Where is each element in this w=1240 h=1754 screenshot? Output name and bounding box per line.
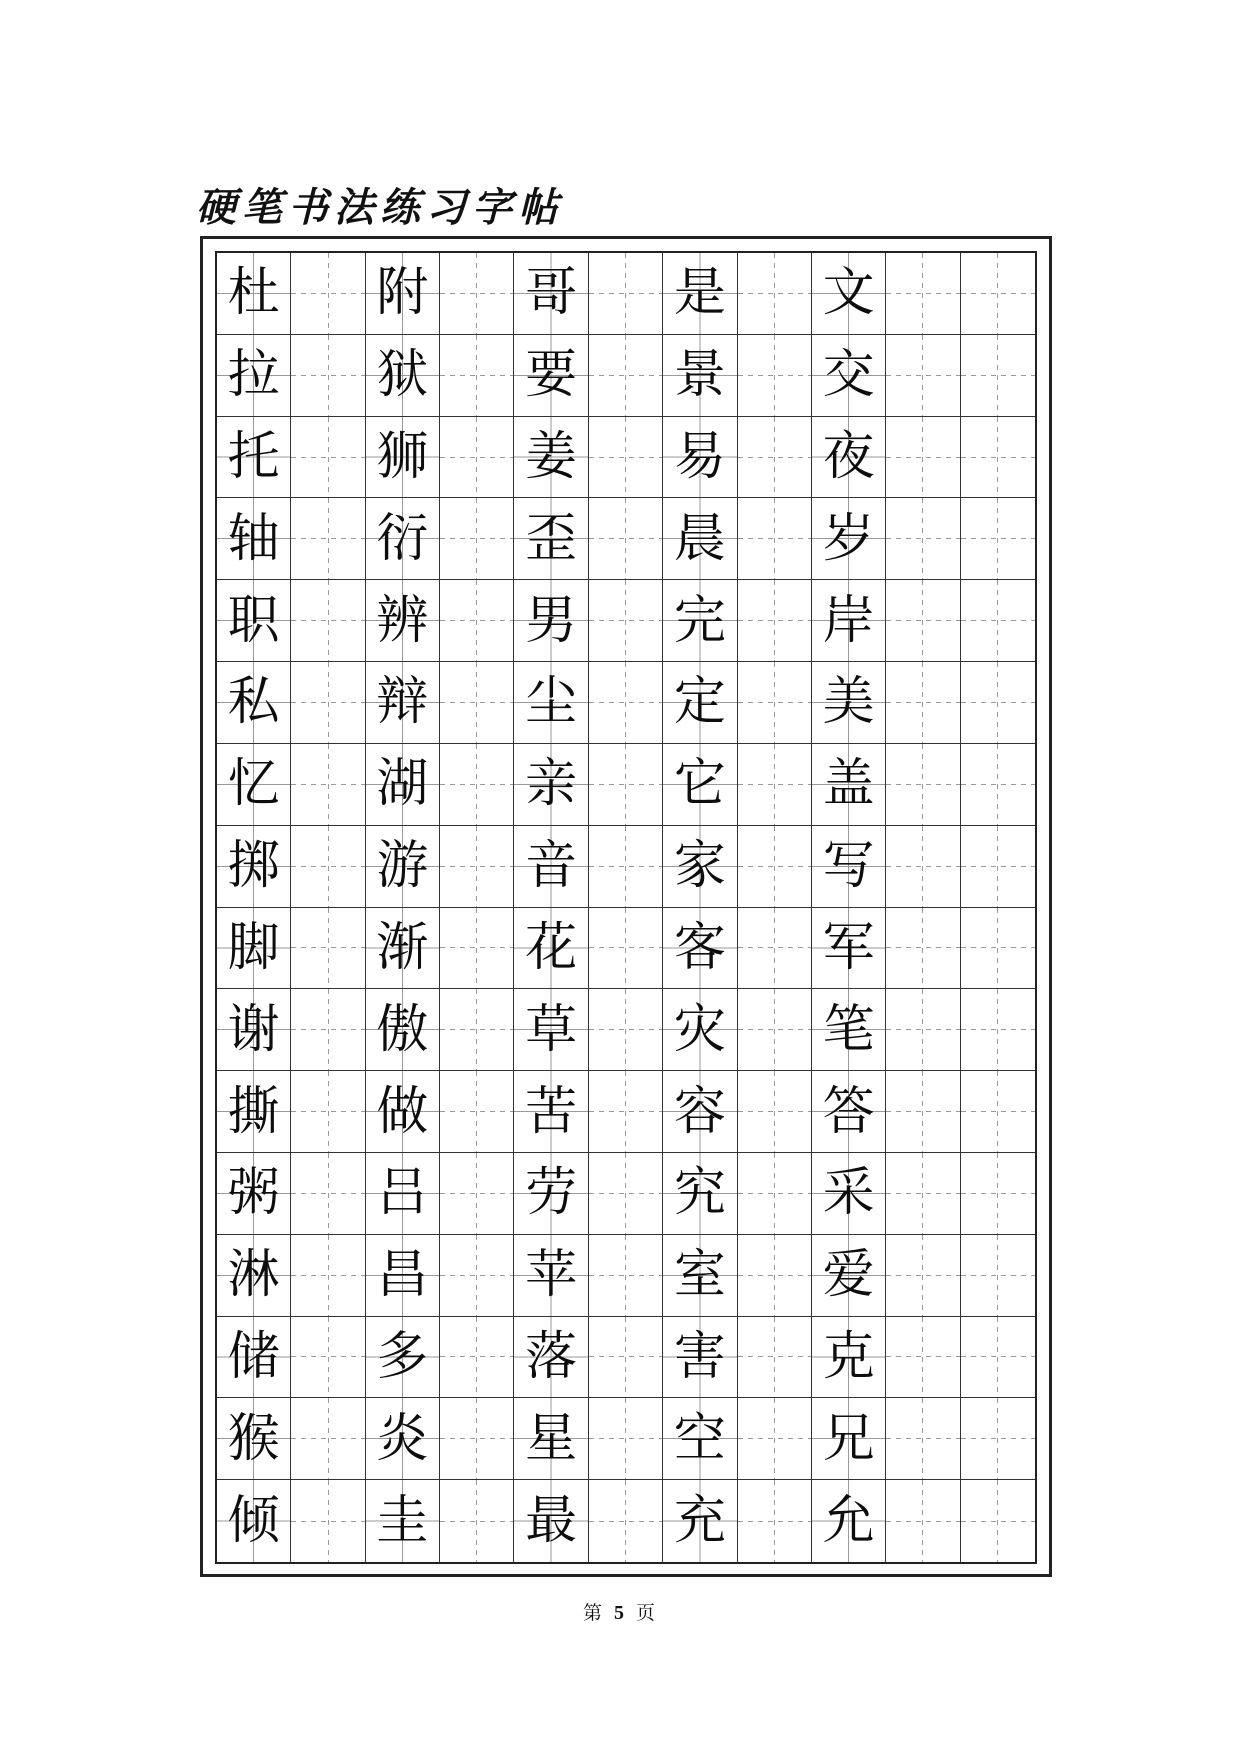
model-character-cell <box>663 1480 737 1562</box>
model-character-cell <box>366 417 440 499</box>
practice-cell <box>961 1071 1035 1153</box>
model-character: 职 <box>227 590 280 651</box>
model-character: 劳 <box>525 1163 578 1224</box>
model-character: 容 <box>673 1081 726 1142</box>
practice-cell <box>291 1235 365 1317</box>
practice-cell <box>589 1153 663 1235</box>
model-character-cell <box>217 253 291 335</box>
model-character-cell <box>514 826 588 908</box>
practice-cell <box>291 417 365 499</box>
model-character: 私 <box>227 672 280 733</box>
model-character-cell <box>217 744 291 826</box>
model-character: 花 <box>525 917 578 978</box>
model-character-cell <box>663 580 737 662</box>
practice-cell <box>291 826 365 908</box>
practice-cell <box>291 1153 365 1235</box>
practice-cell <box>886 498 960 580</box>
practice-cell <box>961 253 1035 335</box>
model-character: 游 <box>376 836 429 897</box>
model-character: 衍 <box>376 508 429 569</box>
model-character-cell <box>366 335 440 417</box>
practice-cell <box>589 1480 663 1562</box>
model-character-cell <box>663 1235 737 1317</box>
model-character-cell <box>812 1398 886 1480</box>
practice-cell <box>589 662 663 744</box>
model-character-cell <box>366 1317 440 1399</box>
model-character: 盖 <box>822 754 875 815</box>
practice-cell <box>961 989 1035 1071</box>
model-character: 托 <box>227 427 280 488</box>
practice-cell <box>738 580 812 662</box>
model-character-cell <box>217 417 291 499</box>
practice-cell <box>589 253 663 335</box>
model-character: 是 <box>673 263 726 324</box>
model-character-cell <box>514 662 588 744</box>
page-number-prefix: 第 <box>582 1603 604 1624</box>
model-character: 撕 <box>227 1081 280 1142</box>
model-character-cell <box>812 335 886 417</box>
model-character-cell <box>514 1317 588 1399</box>
model-character: 狮 <box>376 427 429 488</box>
model-character-cell <box>366 1398 440 1480</box>
practice-cell <box>738 1398 812 1480</box>
practice-cell <box>589 1317 663 1399</box>
model-character: 辨 <box>376 590 429 651</box>
page-number <box>0 1598 1240 1625</box>
model-character: 脚 <box>227 917 280 978</box>
practice-cell <box>589 498 663 580</box>
practice-cell <box>589 1235 663 1317</box>
model-character-cell <box>514 1071 588 1153</box>
practice-cell <box>738 826 812 908</box>
model-character: 美 <box>822 672 875 733</box>
practice-cell <box>589 744 663 826</box>
model-character: 哥 <box>525 263 578 324</box>
model-character: 做 <box>376 1081 429 1142</box>
model-character-cell <box>366 1235 440 1317</box>
model-character-cell <box>514 1480 588 1562</box>
model-character-cell <box>663 662 737 744</box>
model-character-cell <box>366 1153 440 1235</box>
model-character: 晨 <box>673 508 726 569</box>
model-character: 空 <box>673 1408 726 1469</box>
practice-cell <box>291 989 365 1071</box>
model-character-cell <box>514 1398 588 1480</box>
model-character: 姜 <box>525 427 578 488</box>
model-character-cell <box>663 989 737 1071</box>
model-character-cell <box>812 253 886 335</box>
practice-cell <box>589 417 663 499</box>
model-character: 答 <box>822 1081 875 1142</box>
model-character-cell <box>366 826 440 908</box>
model-character: 杜 <box>227 263 280 324</box>
practice-cell <box>440 744 514 826</box>
model-character: 易 <box>673 427 726 488</box>
model-character: 采 <box>822 1163 875 1224</box>
practice-cell <box>738 1480 812 1562</box>
model-character: 家 <box>673 836 726 897</box>
model-character-cell <box>663 1398 737 1480</box>
model-character: 昌 <box>376 1245 429 1306</box>
model-character-cell <box>514 744 588 826</box>
practice-cell <box>738 335 812 417</box>
model-character: 倾 <box>227 1491 280 1552</box>
practice-cell <box>961 580 1035 662</box>
practice-cell <box>589 989 663 1071</box>
practice-cell <box>886 1153 960 1235</box>
model-character: 亲 <box>525 754 578 815</box>
model-character: 傲 <box>376 999 429 1060</box>
model-character-cell <box>217 662 291 744</box>
practice-cell <box>589 908 663 990</box>
practice-cell <box>440 498 514 580</box>
practice-cell <box>886 335 960 417</box>
practice-cell <box>886 1398 960 1480</box>
practice-cell <box>886 1235 960 1317</box>
model-character: 草 <box>525 999 578 1060</box>
model-character-cell <box>812 1071 886 1153</box>
page-number-value: 5 <box>614 1602 626 1624</box>
practice-cell <box>291 662 365 744</box>
model-character-cell <box>812 908 886 990</box>
model-character-cell <box>514 989 588 1071</box>
practice-cell <box>440 908 514 990</box>
model-character: 圭 <box>376 1491 429 1552</box>
practice-cell <box>589 1071 663 1153</box>
model-character-cell <box>812 744 886 826</box>
practice-cell <box>440 417 514 499</box>
model-character-cell <box>366 253 440 335</box>
model-character-cell <box>366 662 440 744</box>
model-character: 落 <box>525 1326 578 1387</box>
practice-cell <box>291 744 365 826</box>
model-character-cell <box>812 1235 886 1317</box>
model-character: 灾 <box>673 999 726 1060</box>
practice-cell <box>589 580 663 662</box>
model-character: 爱 <box>822 1245 875 1306</box>
model-character-cell <box>812 417 886 499</box>
practice-cell <box>440 335 514 417</box>
practice-cell <box>886 1480 960 1562</box>
model-character: 岸 <box>822 590 875 651</box>
model-character: 渐 <box>376 917 429 978</box>
practice-cell <box>440 1317 514 1399</box>
model-character-cell <box>514 417 588 499</box>
model-character: 淋 <box>227 1245 280 1306</box>
model-character-cell <box>366 908 440 990</box>
model-character-cell <box>217 580 291 662</box>
practice-cell <box>886 908 960 990</box>
model-character-cell <box>217 908 291 990</box>
practice-cell <box>738 908 812 990</box>
model-character: 要 <box>525 345 578 406</box>
practice-sheet <box>200 236 1052 1577</box>
model-character-cell <box>217 1235 291 1317</box>
model-character-cell <box>217 826 291 908</box>
practice-cell <box>738 1153 812 1235</box>
practice-cell <box>886 417 960 499</box>
practice-cell <box>738 417 812 499</box>
model-character: 湖 <box>376 754 429 815</box>
practice-cell <box>886 826 960 908</box>
practice-cell <box>440 1071 514 1153</box>
practice-cell <box>291 335 365 417</box>
model-character-cell <box>217 1153 291 1235</box>
practice-cell <box>886 989 960 1071</box>
page-title: 硬笔书法练习字帖 <box>196 185 564 231</box>
model-character: 允 <box>822 1491 875 1552</box>
model-character: 景 <box>673 345 726 406</box>
practice-cell <box>738 1235 812 1317</box>
practice-cell <box>738 989 812 1071</box>
model-character-cell <box>812 1153 886 1235</box>
model-character-cell <box>812 1480 886 1562</box>
model-character: 充 <box>673 1491 726 1552</box>
practice-cell <box>738 1071 812 1153</box>
model-character: 最 <box>525 1491 578 1552</box>
model-character-cell <box>663 908 737 990</box>
model-character-cell <box>663 826 737 908</box>
model-character: 害 <box>673 1326 726 1387</box>
practice-cell <box>961 1480 1035 1562</box>
practice-cell <box>738 662 812 744</box>
practice-cell <box>440 1153 514 1235</box>
practice-cell <box>961 1398 1035 1480</box>
practice-cell <box>440 1398 514 1480</box>
model-character: 附 <box>376 263 429 324</box>
model-character: 歪 <box>525 508 578 569</box>
practice-cell <box>886 253 960 335</box>
model-character: 写 <box>822 836 875 897</box>
practice-cell <box>440 826 514 908</box>
model-character-cell <box>663 253 737 335</box>
model-character-cell <box>812 989 886 1071</box>
model-character: 室 <box>673 1245 726 1306</box>
model-character: 吕 <box>376 1163 429 1224</box>
model-character-cell <box>663 417 737 499</box>
practice-cell <box>291 498 365 580</box>
practice-cell <box>738 744 812 826</box>
practice-cell <box>589 826 663 908</box>
practice-cell <box>589 335 663 417</box>
model-character: 苦 <box>525 1081 578 1142</box>
model-character: 兄 <box>822 1408 875 1469</box>
practice-cell <box>440 580 514 662</box>
model-character-cell <box>663 335 737 417</box>
model-character: 究 <box>673 1163 726 1224</box>
practice-cell <box>291 253 365 335</box>
practice-cell <box>440 662 514 744</box>
practice-cell <box>589 1398 663 1480</box>
model-character: 它 <box>673 754 726 815</box>
practice-cell <box>886 744 960 826</box>
model-character: 克 <box>822 1326 875 1387</box>
model-character-cell <box>812 580 886 662</box>
practice-cell <box>961 908 1035 990</box>
practice-cell <box>961 1317 1035 1399</box>
model-character-cell <box>514 253 588 335</box>
model-character: 忆 <box>227 754 280 815</box>
model-character: 笔 <box>822 999 875 1060</box>
model-character: 储 <box>227 1326 280 1387</box>
model-character-cell <box>217 498 291 580</box>
practice-cell <box>886 580 960 662</box>
model-character-cell <box>366 1071 440 1153</box>
model-character: 掷 <box>227 836 280 897</box>
model-character-cell <box>366 580 440 662</box>
practice-cell <box>961 498 1035 580</box>
model-character-cell <box>217 1071 291 1153</box>
model-character: 男 <box>525 590 578 651</box>
model-character: 谢 <box>227 999 280 1060</box>
practice-cell <box>961 662 1035 744</box>
model-character-cell <box>812 498 886 580</box>
practice-cell <box>440 1235 514 1317</box>
model-character: 夜 <box>822 427 875 488</box>
practice-cell <box>291 1480 365 1562</box>
model-character: 苹 <box>525 1245 578 1306</box>
practice-cell <box>291 1398 365 1480</box>
model-character: 星 <box>525 1408 578 1469</box>
model-character-cell <box>812 662 886 744</box>
practice-cell <box>886 1071 960 1153</box>
model-character: 定 <box>673 672 726 733</box>
practice-cell <box>961 335 1035 417</box>
practice-cell <box>961 1153 1035 1235</box>
model-character: 轴 <box>227 508 280 569</box>
model-character-cell <box>366 744 440 826</box>
model-character-cell <box>217 1317 291 1399</box>
model-character-cell <box>217 1398 291 1480</box>
model-character-cell <box>663 1317 737 1399</box>
practice-cell <box>440 989 514 1071</box>
model-character-cell <box>663 744 737 826</box>
model-character-cell <box>514 908 588 990</box>
model-character-cell <box>514 1235 588 1317</box>
page-number-suffix: 页 <box>636 1603 658 1624</box>
model-character-cell <box>663 498 737 580</box>
practice-cell <box>291 1071 365 1153</box>
model-character: 多 <box>376 1326 429 1387</box>
character-grid <box>215 251 1037 1564</box>
model-character-cell <box>514 580 588 662</box>
model-character-cell <box>812 1317 886 1399</box>
practice-cell <box>291 580 365 662</box>
model-character-cell <box>366 989 440 1071</box>
model-character-cell <box>663 1071 737 1153</box>
practice-cell <box>440 253 514 335</box>
model-character: 拉 <box>227 345 280 406</box>
model-character-cell <box>812 826 886 908</box>
practice-cell <box>961 1235 1035 1317</box>
model-character-cell <box>514 1153 588 1235</box>
model-character: 客 <box>673 917 726 978</box>
model-character-cell <box>217 1480 291 1562</box>
model-character-cell <box>514 335 588 417</box>
model-character-cell <box>514 498 588 580</box>
practice-cell <box>961 417 1035 499</box>
practice-cell <box>291 908 365 990</box>
model-character: 辩 <box>376 672 429 733</box>
model-character: 交 <box>822 345 875 406</box>
model-character-cell <box>663 1153 737 1235</box>
practice-cell <box>440 1480 514 1562</box>
practice-cell <box>738 253 812 335</box>
model-character: 狱 <box>376 345 429 406</box>
practice-cell <box>961 826 1035 908</box>
model-character: 炎 <box>376 1408 429 1469</box>
practice-cell <box>886 1317 960 1399</box>
practice-cell <box>961 744 1035 826</box>
model-character-cell <box>366 1480 440 1562</box>
model-character: 粥 <box>227 1163 280 1224</box>
model-character: 尘 <box>525 672 578 733</box>
model-character: 猴 <box>227 1408 280 1469</box>
model-character: 文 <box>822 263 875 324</box>
practice-cell <box>738 498 812 580</box>
model-character-cell <box>366 498 440 580</box>
model-character-cell <box>217 989 291 1071</box>
model-character: 音 <box>525 836 578 897</box>
model-character: 岁 <box>822 508 875 569</box>
practice-cell <box>738 1317 812 1399</box>
practice-cell <box>291 1317 365 1399</box>
practice-cell <box>886 662 960 744</box>
model-character: 军 <box>822 917 875 978</box>
model-character: 完 <box>673 590 726 651</box>
model-character-cell <box>217 335 291 417</box>
